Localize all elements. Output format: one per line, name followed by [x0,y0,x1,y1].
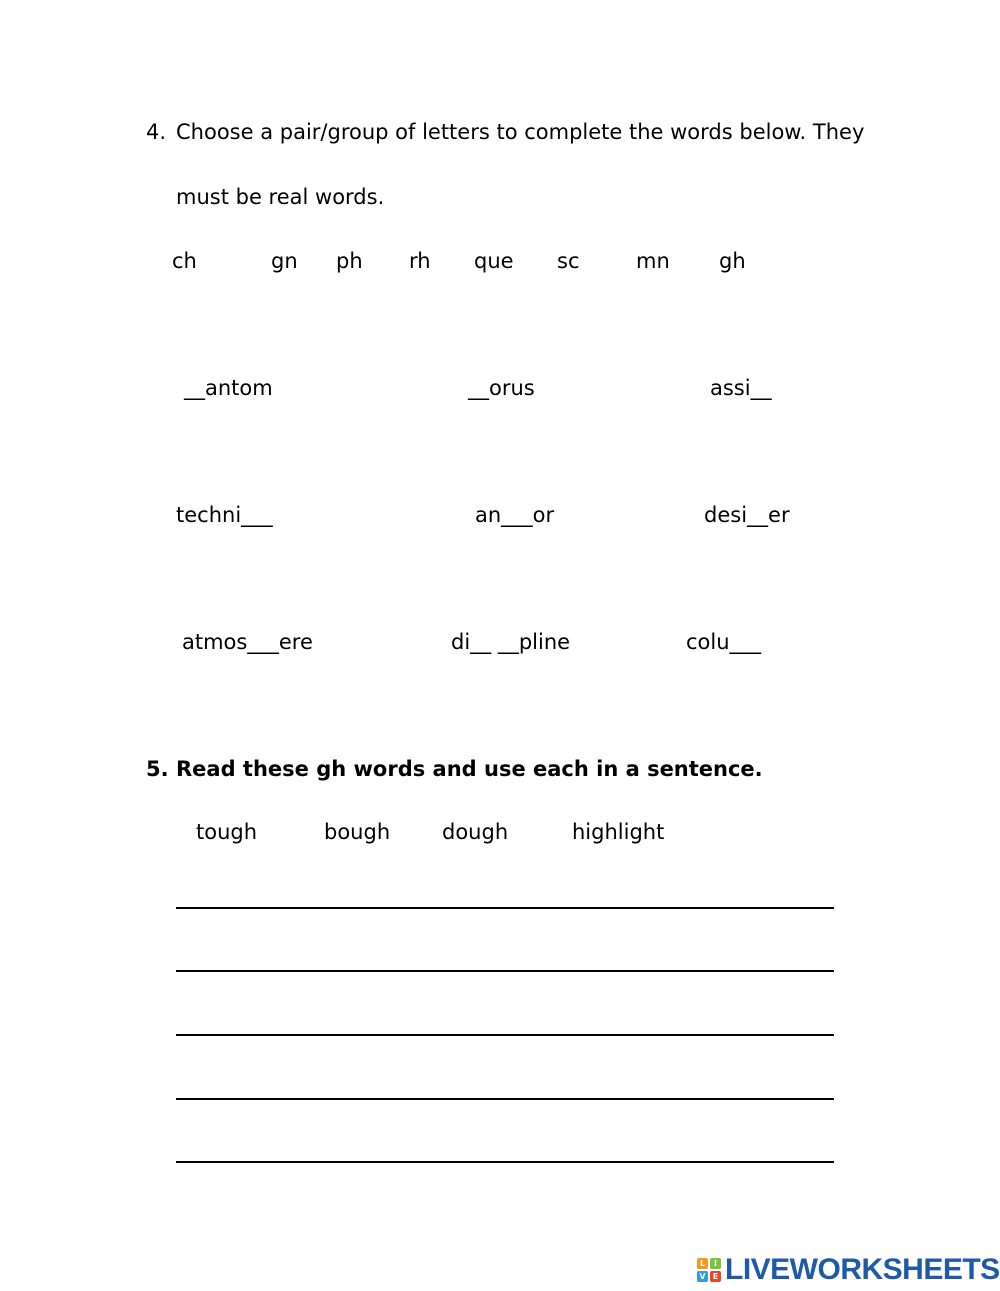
option-rh: rh [409,249,431,273]
question-4-text-line2: must be real words. [176,185,385,209]
word-blank-7: atmos___ere [182,630,313,654]
logo-block-l: L [697,1258,708,1269]
answer-line-5[interactable] [176,1161,834,1163]
word-blank-1: __antom [184,376,273,400]
answer-line-1[interactable] [176,907,834,909]
question-4-text-line1: Choose a pair/group of letters to complete the words below. They [176,120,865,144]
logo-block-i: I [710,1258,721,1269]
answer-line-4[interactable] [176,1098,834,1100]
option-mn: mn [636,249,670,273]
gh-word-tough: tough [196,820,258,844]
option-ph: ph [336,249,363,273]
word-blank-2: __orus [468,376,535,400]
question-5-text: Read these gh words and use each in a sentence. [176,757,763,781]
gh-word-bough: bough [324,820,391,844]
word-blank-5: an___or [475,503,555,527]
word-blank-9: colu___ [686,630,762,654]
answer-line-3[interactable] [176,1034,834,1036]
option-gn: gn [271,249,298,273]
question-4-number: 4. [146,120,167,144]
word-blank-6: desi__er [704,503,790,527]
liveworksheets-logo [697,1255,1000,1285]
option-ch: ch [172,249,197,273]
logo-blocks-icon [697,1258,721,1282]
option-sc: sc [557,249,580,273]
option-que: que [474,249,514,273]
logo-text: LIVEWORKSHEETS [725,1253,1000,1286]
word-blank-4: techni___ [176,503,273,527]
gh-word-highlight: highlight [572,820,665,844]
word-blank-8: di__ __pline [451,630,571,654]
word-blank-3: assi__ [710,376,772,400]
question-5-number: 5. [146,757,169,781]
gh-word-dough: dough [442,820,509,844]
option-gh: gh [719,249,746,273]
logo-block-e: E [710,1271,721,1282]
answer-line-2[interactable] [176,970,834,972]
logo-block-v: V [697,1271,708,1282]
